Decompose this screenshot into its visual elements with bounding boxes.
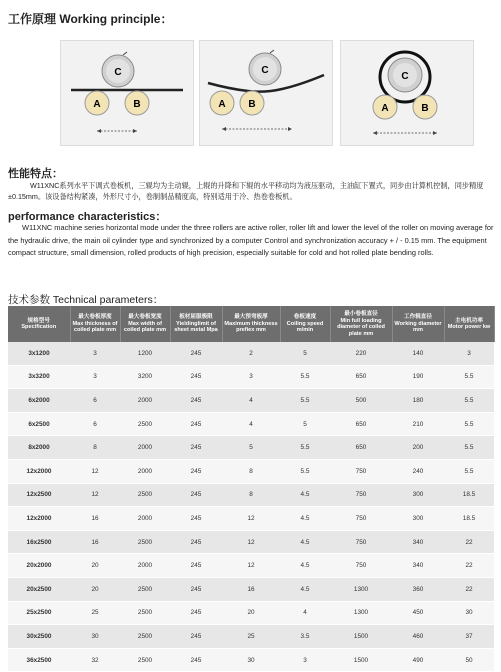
table-cell: 16x2500 — [8, 530, 70, 554]
table-cell: 3 — [70, 342, 120, 365]
table-cell: 5.5 — [280, 365, 330, 389]
roller-c-top — [388, 58, 422, 92]
roller-b — [125, 91, 149, 115]
table-cell: 340 — [392, 530, 444, 554]
table-header-row — [8, 306, 494, 342]
table-cell: 3 — [222, 365, 280, 389]
table-cell: 5.5 — [444, 436, 494, 460]
table-cell: 245 — [170, 554, 222, 578]
table-cell: 20 — [70, 577, 120, 601]
table-row — [8, 648, 494, 672]
table-cell: 25x2500 — [8, 601, 70, 625]
table-cell: 245 — [170, 412, 222, 436]
roller-c-top — [102, 55, 134, 87]
table-cell: 245 — [170, 342, 222, 365]
table-cell: 190 — [392, 365, 444, 389]
roller-a — [85, 91, 109, 115]
table-cell: 4.5 — [280, 507, 330, 531]
table-cell: 3 — [444, 342, 494, 365]
table-cell: 460 — [392, 625, 444, 649]
roller-c-top — [249, 53, 281, 85]
table-cell: 5 — [280, 342, 330, 365]
table-cell: 300 — [392, 483, 444, 507]
technical-parameters-table — [8, 306, 495, 672]
table-cell: 2000 — [120, 436, 170, 460]
table-cell: 50 — [444, 648, 494, 672]
table-cell: 4.5 — [280, 577, 330, 601]
table-header-cell — [222, 306, 280, 342]
table-cell: 340 — [392, 554, 444, 578]
header-cn-label: 最大卷板宽度 — [128, 314, 162, 321]
header-en-label: Specification — [21, 324, 57, 330]
table-body — [8, 342, 494, 672]
table-cell: 245 — [170, 648, 222, 672]
table-cell: 4 — [280, 601, 330, 625]
table-cell: 2500 — [120, 577, 170, 601]
table-cell: 3 — [70, 365, 120, 389]
table-cell: 6x2000 — [8, 389, 70, 413]
table-cell: 4 — [222, 389, 280, 413]
table-row — [8, 530, 494, 554]
performance-en-text: W11XNC machine series horizontal mode under the three rollers are active roller, roller lift and lower the level of the roller on moving average for the hydraulic drive, the main oil cylinder type and synchronized by a computer Control and synchronization accuracy + / - 0.15 mm. The equipment compact structure, small dimension, rolled products of high precision, especially suitable for cold and hot rolled plate bending rolls. — [8, 223, 494, 257]
table-header-cell — [70, 306, 120, 342]
table-cell: 2 — [222, 342, 280, 365]
working-principle-diagram-3 — [340, 40, 474, 146]
table-cell: 500 — [330, 389, 392, 413]
table-cell: 5.5 — [280, 459, 330, 483]
table-cell: 2500 — [120, 412, 170, 436]
table-cell: 1500 — [330, 648, 392, 672]
table-cell: 2500 — [120, 530, 170, 554]
table-cell: 750 — [330, 459, 392, 483]
svg-text:B: B — [133, 99, 141, 110]
table-cell: 210 — [392, 412, 444, 436]
table-row — [8, 507, 494, 531]
table-row — [8, 365, 494, 389]
table-header-cell — [120, 306, 170, 342]
table-cell: 6 — [70, 389, 120, 413]
table-cell: 20x2500 — [8, 577, 70, 601]
table-header-cell — [444, 306, 494, 342]
header-cn-label: 工作辊直径 — [404, 314, 432, 321]
table-cell: 2000 — [120, 389, 170, 413]
performance-en-title: performance characteristics： — [8, 211, 167, 223]
table-cell: 245 — [170, 577, 222, 601]
table-row — [8, 577, 494, 601]
table-cell: 8 — [70, 436, 120, 460]
table-cell: 2000 — [120, 507, 170, 531]
table-cell: 30 — [70, 625, 120, 649]
table-cell: 650 — [330, 412, 392, 436]
table-cell: 750 — [330, 507, 392, 531]
table-cell: 16 — [70, 507, 120, 531]
table-cell: 200 — [392, 436, 444, 460]
table-cell: 16 — [70, 530, 120, 554]
table-cell: 8 — [222, 459, 280, 483]
header-en-label: Max width of coiled plate mm — [123, 320, 167, 334]
table-cell: 4.5 — [280, 483, 330, 507]
table-cell: 245 — [170, 365, 222, 389]
table-cell: 25 — [222, 625, 280, 649]
svg-text:C: C — [114, 67, 122, 78]
table-cell: 8x2000 — [8, 436, 70, 460]
table-cell: 245 — [170, 459, 222, 483]
header-cn-label: 最小卷板直径 — [344, 311, 378, 317]
table-cell: 4.5 — [280, 530, 330, 554]
table-cell: 22 — [444, 577, 494, 601]
table-cell: 750 — [330, 483, 392, 507]
table-cell: 1500 — [330, 625, 392, 649]
table-row — [8, 483, 494, 507]
table-cell: 20x2000 — [8, 554, 70, 578]
table-cell: 140 — [392, 342, 444, 365]
performance-cn-title: 性能特点： — [8, 168, 63, 180]
table-cell: 4 — [222, 412, 280, 436]
table-header-cell — [170, 306, 222, 342]
table-cell: 12x2500 — [8, 483, 70, 507]
table-cell: 490 — [392, 648, 444, 672]
table-cell: 650 — [330, 436, 392, 460]
table-cell: 5.5 — [280, 389, 330, 413]
table-cell: 30x2500 — [8, 625, 70, 649]
header-cn-label: 最大卷板厚度 — [78, 314, 112, 321]
table-cell: 3 — [280, 648, 330, 672]
header-en-label: Coiling speed m/min — [286, 320, 324, 334]
table-cell: 12x2000 — [8, 459, 70, 483]
table-cell: 25 — [70, 601, 120, 625]
header-en-label: Maximum thickness prefiex mm — [224, 320, 278, 334]
header-en-label: Motor power kw — [447, 324, 491, 330]
table-cell: 245 — [170, 601, 222, 625]
table-row — [8, 625, 494, 649]
table-cell: 12x2000 — [8, 507, 70, 531]
table-cell: 220 — [330, 342, 392, 365]
performance-cn-text: W11XNC系列水平下调式卷板机，三辊均为主动辊，上辊的升降和下辊的水平移动均为液压驱动，主油缸下置式，同步由计算机控制，同步精度±0.15mm。该设备结构紧凑，外形尺寸小，卷制制品精度高，特别适用于冷、热卷卷板机。 — [8, 181, 484, 201]
table-cell: 650 — [330, 365, 392, 389]
table-cell: 245 — [170, 389, 222, 413]
table-cell: 18.5 — [444, 507, 494, 531]
table-cell: 3.5 — [280, 625, 330, 649]
working-principle-diagram-1 — [60, 40, 194, 146]
table-cell: 12 — [70, 483, 120, 507]
header-cn-label: 规格型号 — [27, 317, 50, 324]
svg-text:A: A — [93, 99, 101, 110]
table-cell: 32 — [70, 648, 120, 672]
table-cell: 22 — [444, 530, 494, 554]
table-cell: 3x1200 — [8, 342, 70, 365]
table-cell: 18.5 — [444, 483, 494, 507]
table-header-cell — [280, 306, 330, 342]
table-row — [8, 412, 494, 436]
table-cell: 20 — [70, 554, 120, 578]
table-cell: 2500 — [120, 648, 170, 672]
roller-b — [413, 95, 437, 119]
table-cell: 4.5 — [280, 554, 330, 578]
header-cn-label: 主电机功率 — [455, 317, 483, 324]
table-row — [8, 601, 494, 625]
table-cell: 2500 — [120, 625, 170, 649]
table-cell: 750 — [330, 554, 392, 578]
working-principle-diagram-2 — [199, 40, 333, 146]
roller-a — [373, 95, 397, 119]
table-row — [8, 554, 494, 578]
table-cell: 1300 — [330, 577, 392, 601]
table-cell: 245 — [170, 507, 222, 531]
table-cell: 245 — [170, 530, 222, 554]
table-cell: 16 — [222, 577, 280, 601]
table-cell: 2000 — [120, 459, 170, 483]
header-cn-label: 板材屈服极限 — [179, 314, 213, 321]
table-cell: 5.5 — [444, 459, 494, 483]
table-cell: 2500 — [120, 483, 170, 507]
svg-text:C: C — [261, 65, 269, 76]
table-cell: 6 — [70, 412, 120, 436]
table-cell: 12 — [222, 507, 280, 531]
table-cell: 1200 — [120, 342, 170, 365]
table-cell: 5.5 — [444, 389, 494, 413]
svg-text:B: B — [421, 103, 429, 114]
table-cell: 8 — [222, 483, 280, 507]
table-cell: 12 — [70, 459, 120, 483]
header-en-label: Min full loading diameter of coiled plate mm — [337, 317, 385, 337]
roller-a — [210, 91, 234, 115]
header-cn-label: 最大预弯板厚 — [234, 314, 268, 321]
table-header-cell — [392, 306, 444, 342]
table-cell: 750 — [330, 530, 392, 554]
table-cell: 5 — [280, 412, 330, 436]
table-cell: 22 — [444, 554, 494, 578]
header-en-label: Working diameter mm — [394, 320, 442, 334]
table-header-cell — [8, 306, 70, 342]
table-header-cell — [330, 306, 392, 342]
table-cell: 30 — [444, 601, 494, 625]
table-row — [8, 389, 494, 413]
table-cell: 5.5 — [444, 365, 494, 389]
table-cell: 180 — [392, 389, 444, 413]
table-row — [8, 436, 494, 460]
header-cn-label: 卷板速度 — [293, 314, 317, 321]
roller-b — [240, 91, 264, 115]
table-cell: 245 — [170, 625, 222, 649]
table-cell: 2000 — [120, 554, 170, 578]
table-cell: 3x3200 — [8, 365, 70, 389]
table-cell: 360 — [392, 577, 444, 601]
table-row — [8, 459, 494, 483]
technical-parameters-title: 技术参数 Technical parameters： — [8, 294, 164, 306]
table-cell: 20 — [222, 601, 280, 625]
table-cell: 36x2500 — [8, 648, 70, 672]
table-cell: 12 — [222, 530, 280, 554]
table-cell: 2500 — [120, 601, 170, 625]
svg-text:B: B — [248, 99, 256, 110]
table-row — [8, 342, 494, 365]
table-cell: 300 — [392, 507, 444, 531]
header-en-label: Max thickness of coiled plate mm — [72, 320, 118, 334]
svg-text:C: C — [401, 71, 409, 82]
table-cell: 1300 — [330, 601, 392, 625]
table-cell: 245 — [170, 483, 222, 507]
table-cell: 37 — [444, 625, 494, 649]
table-cell: 5 — [222, 436, 280, 460]
table-cell: 3200 — [120, 365, 170, 389]
table-cell: 30 — [222, 648, 280, 672]
table-cell: 240 — [392, 459, 444, 483]
table-cell: 245 — [170, 436, 222, 460]
svg-text:A: A — [218, 99, 226, 110]
header-en-label: Yieldinglimit of sheet metal Mpa — [174, 320, 218, 334]
table-cell: 6x2500 — [8, 412, 70, 436]
table-cell: 5.5 — [280, 436, 330, 460]
svg-text:A: A — [381, 103, 389, 114]
table-cell: 450 — [392, 601, 444, 625]
table-cell: 5.5 — [444, 412, 494, 436]
working-principle-title: 工作原理 Working principle： — [8, 12, 173, 26]
table-cell: 12 — [222, 554, 280, 578]
